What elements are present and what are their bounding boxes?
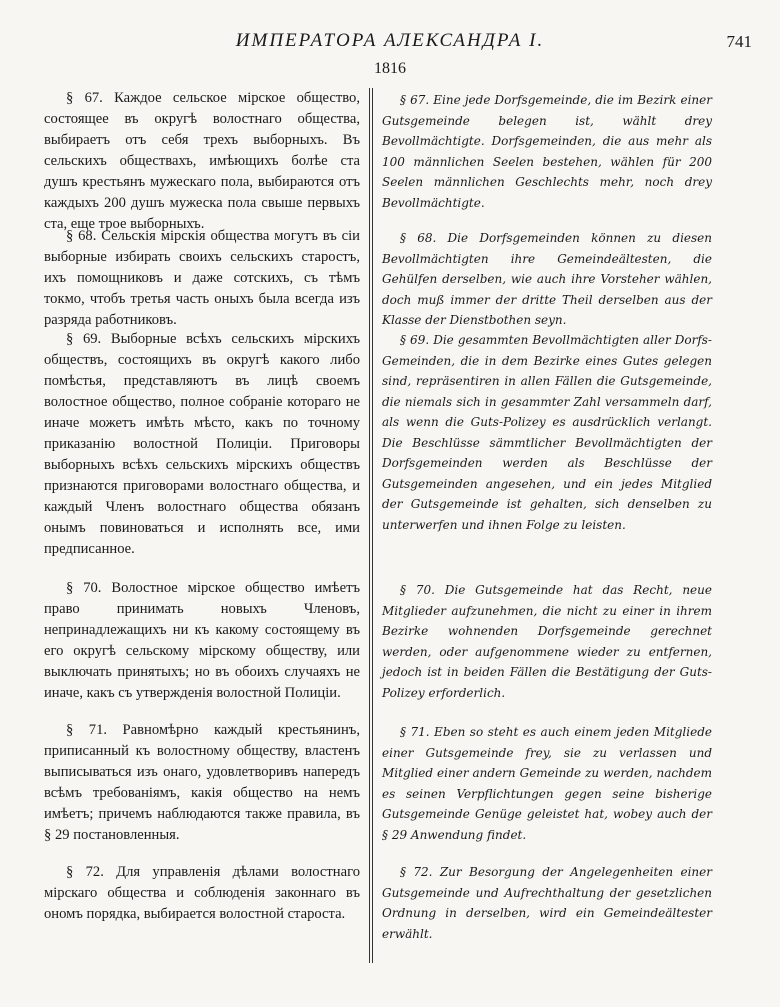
de-paragraph-68: § 68. Die Dorfsgemeinden können zu diesen Bevollmächtigten ihre Gemeindeältesten, die Gehülfen derselben, wie auch ihre Vorsteher wählen, doch muß immer der dritte Theil derselben aus der Klasse der Dienstbothen seyn. <box>382 231 712 327</box>
ru-paragraph-71: § 71. Равномѣрно каждый крестьянинъ, приписанный къ волостному обществу, властенъ выписываться изъ онаго, удовлетворивъ напередъ всѣмъ требованіямъ, какія общество на немъ имѣетъ; причемъ наблюдаются также правила, въ § 29 постановленныя. <box>44 722 360 843</box>
page-number: 741 <box>726 32 752 51</box>
year-heading: 1816 <box>374 60 406 77</box>
de-paragraph-69: § 69. Die gesammten Bevollmächtigten aller Dorfs-Gemeinden, die in dem Bezirke eines Gutes gelegen sind, repräsentiren in allen Fällen die Gutsgemeinde, die niemals sich in gesammter Zahl versammeln darf, als wenn die Guts-Polizey es ausdrücklich verlangt. Die Beschlüsse sämmtlicher Bevollmächtigten der Dorfsgemeinden werden als Beschlüsse der Gutsgemeinden angesehen, und ein jedes Mitglied der Gutsgemeinde ist gehalten, sich denselben zu unterwerfen und ihnen Folge zu leisten. <box>382 333 712 532</box>
de-paragraph-71: § 71. Eben so steht es auch einem jeden Mitgliede einer Gutsgemeinde frey, sie zu verlassen und Mitglied einer andern Gemeinde zu werden, nachdem es seinen Verpflichtungen gegen seine bisherige Gutsgemeinde Genüge geleistet hat, wobey auch der § 29 Anwendung findet. <box>382 725 712 842</box>
ru-paragraph-70: § 70. Волостное мірское общество имѣетъ право принимать новыхъ Членовъ, непринадлежащихъ ни къ какому состоящему въ его округѣ сельскому мірскому обществу, или выключать принятыхъ; но въ обоихъ случаяхъ не иначе, какъ съ утвержденія волостной Полиціи. <box>44 580 360 701</box>
column-divider <box>369 88 373 963</box>
ru-paragraph-68: § 68. Сельскія мірскія общества могутъ въ сіи выборные избирать своихъ сельскихъ старостъ, ихъ помощниковъ и даже сотскихъ, съ тѣмъ токмо, чтобъ третья часть оныхъ была всегда изъ разряда работниковъ. <box>44 228 360 328</box>
ru-paragraph-69: § 69. Выборные всѣхъ сельскихъ мірскихъ обществъ, состоящихъ въ округѣ какого либо помѣстья, представляютъ въ лицѣ своемъ волостное общество, полное собраніе котораго не иначе можетъ имѣть мѣсто, какъ по точному приказанію волостной Полиціи. Приговоры выборныхъ всѣхъ сельскихъ мірскихъ обществъ признаются приговорами волостнаго общества, и каждый Членъ волостнаго общества обязанъ онымъ повиноваться и исполнять все, ими предписанное. <box>44 331 360 557</box>
running-title: ИМПЕРАТОРА АЛЕКСАНДРА I. <box>235 30 545 51</box>
de-paragraph-70: § 70. Die Gutsgemeinde hat das Recht, neue Mitglieder aufzunehmen, die nicht zu einer in ihrem Bezirke wohnenden Dorfsgemeinde gerechnet werden, oder aufgenommene wieder zu entfernen, jedoch ist in beiden Fällen die Bestätigung der Guts-Polizey erforderlich. <box>382 583 712 700</box>
ru-paragraph-72: § 72. Для управленія дѣлами волостнаго мірскаго общества и соблюденія законнаго въ ономъ порядка, выбирается волостной староста. <box>44 864 360 922</box>
page-header <box>0 30 780 56</box>
de-paragraph-67: § 67. Eine jede Dorfsgemeinde, die im Bezirk einer Gutsgemeinde belegen ist, wählt drey Bevollmächtigte. Dorfsgemeinden, die aus mehr als 100 männlichen Seelen bestehen, wählen für 200 Seelen männlichen Geschlechts mehr, noch drey Bevollmächtigte. <box>382 93 712 210</box>
de-paragraph-72: § 72. Zur Besorgung der Angelegenheiten einer Gutsgemeinde und Aufrechthaltung der gesetzlichen Ordnung in derselben, wird ein Gemeindeältester erwählt. <box>382 865 712 941</box>
ru-paragraph-67: § 67. Каждое сельское мірское общество, состоящее въ округѣ волостнаго общества, выбираетъ отъ себя трехъ выборныхъ. Въ сельскихъ обществахъ, имѣющихъ болѣе ста душъ крестьянъ мужескаго пола, выбираются отъ каждыхъ 200 душъ мужеска пола свыше первыхъ ста, еще трое выборныхъ. <box>44 90 360 232</box>
